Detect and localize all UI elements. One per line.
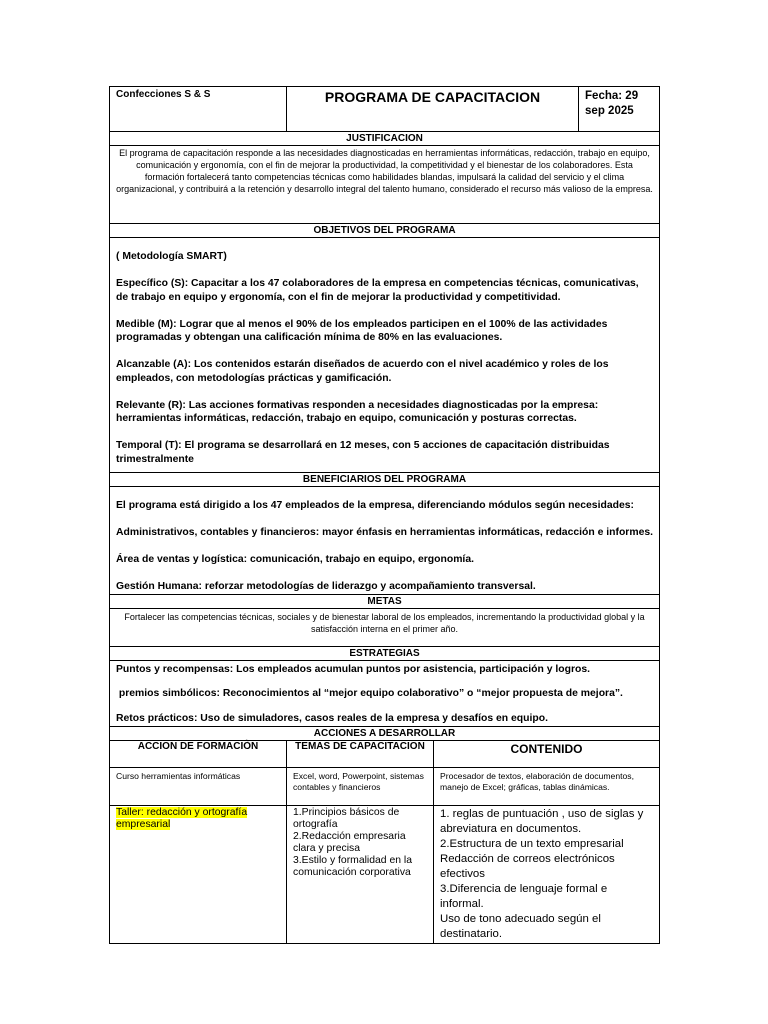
beneficiarios-title: BENEFICIARIOS DEL PROGRAMA [110,473,660,487]
beneficiario-item: Área de ventas y logística: comunicación, trabajo en equipo, ergonomía. [116,553,474,565]
objetivo-item: Relevante (R): Las acciones formativas responden a necesidades diagnosticadas por la empresa: herramientas informáticas, redacción, trabajo en equipo, comunicación y posturas correctas. [116,399,599,425]
date-line-1: Fecha: 29 [585,90,639,102]
temas-cell [287,805,434,943]
contenido-line: 2.Estructura de un texto empresarial [440,837,624,850]
beneficiarios-body [110,487,660,595]
program-title: PROGRAMA DE CAPACITACION [287,87,579,132]
column-header-temas: TEMAS DE CAPACITACION [287,740,434,767]
tema-line: 1.Principios básicos de ortografía [293,806,400,830]
date-cell [579,87,660,132]
column-header-accion: ACCION DE FORMACIÒN [110,740,287,767]
contenido-line: 1. reglas de puntuación , uso de siglas y abreviatura en documentos. [440,807,644,835]
contenido-line: 3.Diferencia de lenguaje formal e informal. [440,882,608,910]
column-header-contenido: CONTENIDO [434,740,660,767]
table-row [110,767,660,805]
training-program-document [109,86,659,944]
tema-line: 3.Estilo y formalidad en la comunicación corporativa [293,854,412,878]
contenido-cell [434,767,660,805]
beneficiario-item: El programa está dirigido a los 47 empleados de la empresa, diferenciando módulos según necesidades: [116,500,634,511]
objetivo-item: Medible (M): Lograr que al menos el 90% de los empleados participen en el 100% de las actividades programadas y obtengan una calificación mínima de 80% en las evaluaciones. [116,318,608,344]
estrategia-item: Puntos y recompensas: Los empleados acumulan puntos por asistencia, participación y logros. [116,663,591,675]
objetivos-body [110,238,660,473]
estrategia-item: Retos prácticos: Uso de simuladores, casos reales de la empresa y desafíos en equipo. [116,713,548,725]
acciones-column-headers [110,740,660,767]
objetivo-item: Específico (S): Capacitar a los 47 colaboradores de la empresa en competencias técnicas, comunicativas, de trabajo en equipo y ergonomía, con el fin de mejorar la productividad y competitividad. [116,277,639,303]
tema-line: Excel, word, Powerpoint, sistemas contables y financieros [293,770,424,792]
objetivo-item: Temporal (T): El programa se desarrollará en 12 meses, con 5 acciones de capacitación distribuidas trimestralmente [116,440,610,465]
table-row [110,805,660,943]
contenido-cell [434,805,660,943]
program-table [109,86,660,944]
justificacion-title: JUSTIFICACION [110,132,660,146]
accion-cell [110,805,287,943]
highlighted-accion: Taller: redacción y ortografía empresarial [116,806,248,830]
tema-line: 2.Redacción empresaria clara y precisa [293,830,406,854]
company-name: Confecciones S & S [110,87,287,132]
contenido-line: Redacción de correos electrónicos efectivos [440,852,615,880]
temas-cell [287,767,434,805]
objetivo-item: ( Metodología SMART) [116,251,227,262]
contenido-line: Uso de tono adecuado según el destinatario. [440,912,601,940]
estrategia-item: premios simbólicos: Reconocimientos al “mejor equipo colaborativo” o “mejor propuesta de mejora”. [116,688,623,700]
estrategias-body [110,660,660,726]
justificacion-text: El programa de capacitación responde a las necesidades diagnosticadas en herramientas informáticas, redacción, trabajo en equipo, comunicación y ergonomía, con el fin de mejorar la productividad, la competitividad y el bienestar de los colaboradores. Esta formación fortalecerá tanto competencias técnicas como habilidades blandas, impulsará la calidad del servicio y el clima organizacional, y contribuirá a la retención y desarrollo integral del talento humano, considerado el recurso más valioso de la empresa. [110,146,660,224]
objetivo-item: Alcanzable (A): Los contenidos estarán diseñados de acuerdo con el nivel académico y roles de los empleados, con metodologías prácticas y gamificación. [116,359,609,384]
metas-title: METAS [110,594,660,608]
beneficiario-item: Gestión Humana: reforzar metodologías de liderazgo y acompañamiento transversal. [116,580,536,592]
contenido-line: Procesador de textos, elaboración de documentos, manejo de Excel; gráficas, tablas dinámicas. [440,770,634,792]
metas-text: Fortalecer las competencias técnicas, sociales y de bienestar laboral de los empleados, incrementando la productividad global y la satisfacción interna en el primer año. [110,608,660,646]
estrategias-title: ESTRATEGIAS [110,646,660,660]
header-row [110,87,660,132]
acciones-title: ACCIONES A DESARROLLAR [110,726,660,740]
accion-cell: Curso herramientas informáticas [110,767,287,805]
objetivos-title: OBJETIVOS DEL PROGRAMA [110,224,660,238]
beneficiario-item: Administrativos, contables y financieros: mayor énfasis en herramientas informáticas, redacción e informes. [116,526,654,538]
date-line-2: sep 2025 [585,105,634,117]
